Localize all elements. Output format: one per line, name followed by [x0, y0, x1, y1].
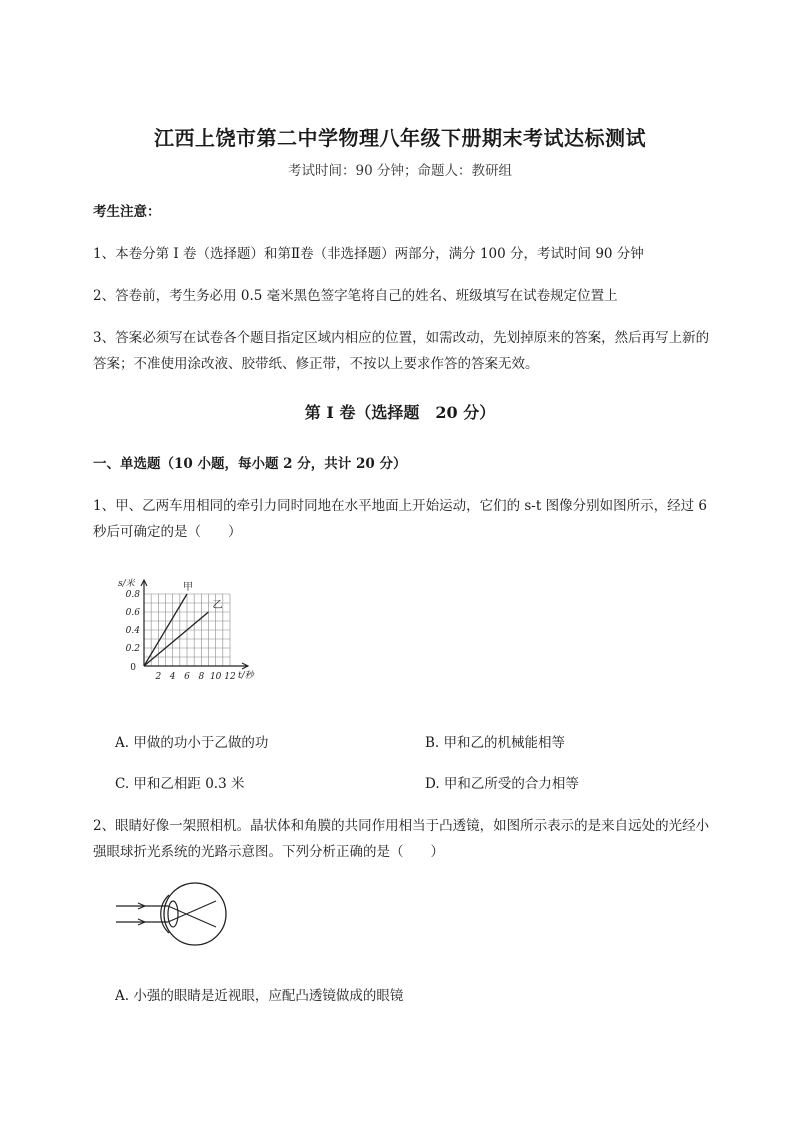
series-name-label: 乙 — [212, 600, 223, 611]
q2-option-a[interactable]: A. 小强的眼睛是近视眼，应配凸透镜做成的眼镜 — [115, 988, 404, 1004]
x-tick-label: 10 — [209, 672, 222, 682]
st-chart — [108, 570, 278, 688]
notice-heading: 考生注意： — [93, 204, 161, 220]
q1-option-a[interactable]: A. 甲做的功小于乙做的功 — [115, 735, 269, 751]
x-tick-label: 6 — [184, 672, 190, 682]
section-title: 第 I 卷（选择题 20 分） — [304, 403, 496, 422]
page-subtitle: 考试时间：90 分钟；命题人：教研组 — [288, 163, 512, 179]
y-tick-label: 0.2 — [125, 644, 140, 654]
x-axis-label: t/秒 — [238, 671, 254, 681]
x-tick-label: 8 — [198, 672, 205, 682]
part-title: 一、单选题（10 小题，每小题 2 分，共计 20 分） — [93, 456, 407, 472]
eyeball-circle — [164, 883, 226, 945]
y-tick-label: 0.8 — [125, 590, 140, 600]
y-tick-label: 0.4 — [125, 626, 140, 636]
eye-diagram — [112, 875, 237, 955]
notice-item-1: 1、本卷分第 I 卷（选择题）和第Ⅱ卷（非选择题）两部分，满分 100 分，考试时间 90 分钟 — [93, 246, 644, 262]
x-tick-label: 12 — [224, 672, 236, 682]
y-axis-label: s/米 — [118, 579, 135, 589]
question-2-text: 2、眼睛好像一架照相机。晶状体和角膜的共同作用相当于凸透镜，如图所示表示的是来自远处的光经小强眼球折光系统的光路示意图。下列分析正确的是（ ） — [93, 818, 710, 860]
lens-ellipse — [168, 901, 178, 927]
q1-option-b[interactable]: B. 甲和乙的机械能相等 — [425, 735, 566, 751]
series-name-label: 甲 — [183, 582, 193, 593]
origin-label: 0 — [130, 663, 136, 673]
refracted-ray-bottom — [168, 901, 216, 922]
question-1-text: 1、甲、乙两车用相同的牵引力同时同地在水平地面上开始运动，它们的 s-t 图像分别如图所示，经过 6 秒后可确定的是（ ） — [93, 498, 707, 540]
x-tick-label: 4 — [169, 672, 176, 682]
refracted-ray-top — [168, 906, 216, 927]
q1-option-d[interactable]: D. 甲和乙所受的合力相等 — [425, 776, 579, 792]
y-tick-label: 0.6 — [125, 608, 140, 618]
notice-item-3: 3、答案必须写在试卷各个题目指定区域内相应的位置，如需改动，先划掉原来的答案，然后再写上新的答案；不准使用涂改液、胶带纸、修正带，不按以上要求作答的答案无效。 — [93, 330, 710, 372]
x-tick-label: 2 — [155, 672, 162, 682]
q1-option-c[interactable]: C. 甲和乙相距 0.3 米 — [115, 776, 245, 792]
page-title: 江西上饶市第二中学物理八年级下册期末考试达标测试 — [154, 126, 646, 150]
notice-item-2: 2、答卷前，考生务必用 0.5 毫米黑色签字笔将自己的姓名、班级填写在试卷规定位置上 — [93, 288, 618, 304]
